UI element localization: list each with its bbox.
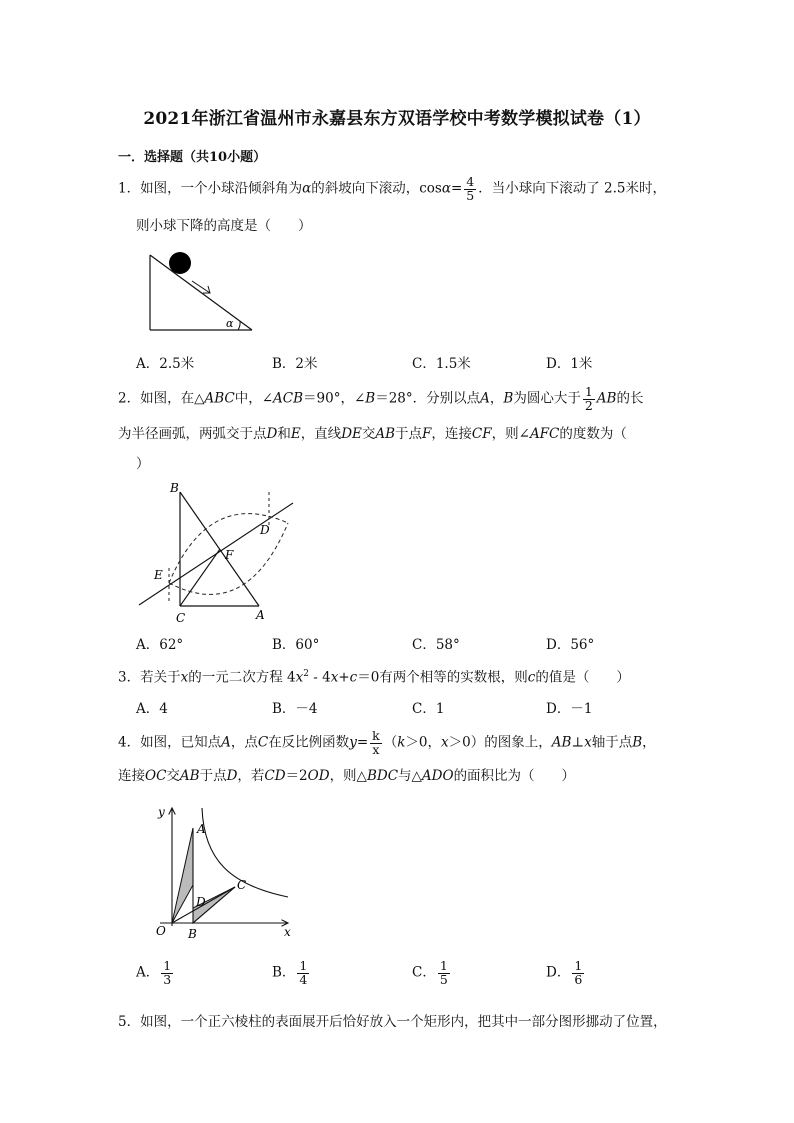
q2-line-1: 2．如图，在△ABC中，∠ACB＝90°，∠B＝28°．分别以点A，B为圆心大于 $\frac{1}{2}$ AB的长 — [118, 384, 644, 413]
q3-option-b[interactable]: B．－4 — [272, 701, 318, 717]
q2-label-a: A — [256, 608, 265, 622]
q4-line-2: 连接OC交AB于点D，若CD＝2OD，则△BDC与△ADO的面积比为（ ） — [118, 768, 576, 784]
q1-ball — [169, 252, 191, 274]
q2-option-d[interactable]: D．56° — [546, 637, 595, 653]
q1-option-d[interactable]: D．1米 — [546, 356, 593, 372]
q1-angle-label: α — [226, 317, 234, 330]
q4-triangle-ado — [172, 828, 193, 923]
q2-label-d: D — [260, 523, 270, 537]
q2-fraction: $\frac{1}{2}$ — [584, 384, 593, 413]
q2-line-2: 为半径画弧，两弧交于点D和E，直线DE交AB于点F，连接CF，则∠AFC的度数为（ — [118, 426, 627, 442]
q4-label-o: O — [156, 924, 166, 938]
q5-line-1: 5．如图，一个正六棱柱的表面展开后恰好放入一个矩形内，把其中一部分图形挪动了位置， — [118, 1014, 667, 1030]
q4-option-c[interactable]: C． $\frac{1}{5}$ — [412, 958, 448, 987]
q1-option-c[interactable]: C．1.5米 — [412, 356, 471, 372]
q4-label-y: y — [158, 805, 165, 819]
q4-options — [136, 960, 696, 1000]
q1-options — [136, 352, 696, 374]
q2-line-3: ） — [136, 456, 150, 472]
q2-label-f: F — [225, 548, 234, 562]
q4-label-a: A — [197, 822, 206, 836]
q1-angle-arc — [238, 321, 240, 330]
exam-title: 2021年浙江省温州市永嘉县东方双语学校中考数学模拟试卷（1） — [143, 109, 651, 129]
q4-function-figure — [140, 800, 300, 945]
q4-label-b: B — [188, 927, 197, 941]
q3-option-a[interactable]: A．4 — [136, 701, 168, 717]
q1-slope-figure — [130, 245, 270, 340]
q4-label-d: D — [196, 895, 206, 909]
q4-option-d[interactable]: D． $\frac{1}{6}$ — [546, 958, 583, 987]
q4-option-a[interactable]: A． $\frac{1}{3}$ — [136, 958, 172, 987]
q1-fraction: $\frac{4}{5}$ — [466, 174, 475, 203]
q4-option-b[interactable]: B． $\frac{1}{4}$ — [272, 958, 308, 987]
q2-option-b[interactable]: B．60° — [272, 637, 320, 653]
q4-fraction: $\frac{k}{x}$ — [372, 728, 380, 757]
q2-label-c: C — [176, 611, 186, 625]
q1-arrow-shaft — [192, 281, 210, 293]
q4-label-c: C — [237, 878, 247, 892]
q3-option-d[interactable]: D．－1 — [546, 701, 593, 717]
q2-option-c[interactable]: C．58° — [412, 637, 460, 653]
q1-option-a[interactable]: A．2.5米 — [136, 356, 195, 372]
q2-label-b: B — [170, 481, 179, 495]
q2-label-e: E — [154, 568, 163, 582]
q1-slope-hypotenuse — [150, 255, 252, 330]
q3-options — [136, 697, 696, 719]
q3-option-c[interactable]: C．1 — [412, 701, 445, 717]
q4-line-1: 4．如图，已知点A，点C在反比例函数y= $\frac{k}{x}$ （k＞0，x＞0）的图象上，AB⊥x轴于点B， — [118, 728, 656, 757]
q1-line-1: 1．如图，一个小球沿倾斜角为α的斜坡向下滚动，cosα= $\frac{4}{5}$ ．当小球向下滚动了 2.5米时， — [118, 174, 666, 203]
section-heading: 一．选择题（共10小题） — [118, 150, 267, 165]
q1-option-b[interactable]: B．2米 — [272, 356, 318, 372]
q2-option-a[interactable]: A．62° — [136, 637, 184, 653]
q3-line-1: 3．若关于x的一元二次方程 $4x^2 - 4x+c=0$有两个相等的实数根，则c的值是（ ） — [118, 669, 630, 686]
q1-line-2: 则小球下降的高度是（ ） — [136, 218, 312, 234]
q4-label-x: x — [284, 925, 291, 939]
q2-options — [136, 633, 696, 655]
q2-segment-cf — [180, 549, 220, 606]
q2-triangle-figure — [136, 478, 306, 628]
